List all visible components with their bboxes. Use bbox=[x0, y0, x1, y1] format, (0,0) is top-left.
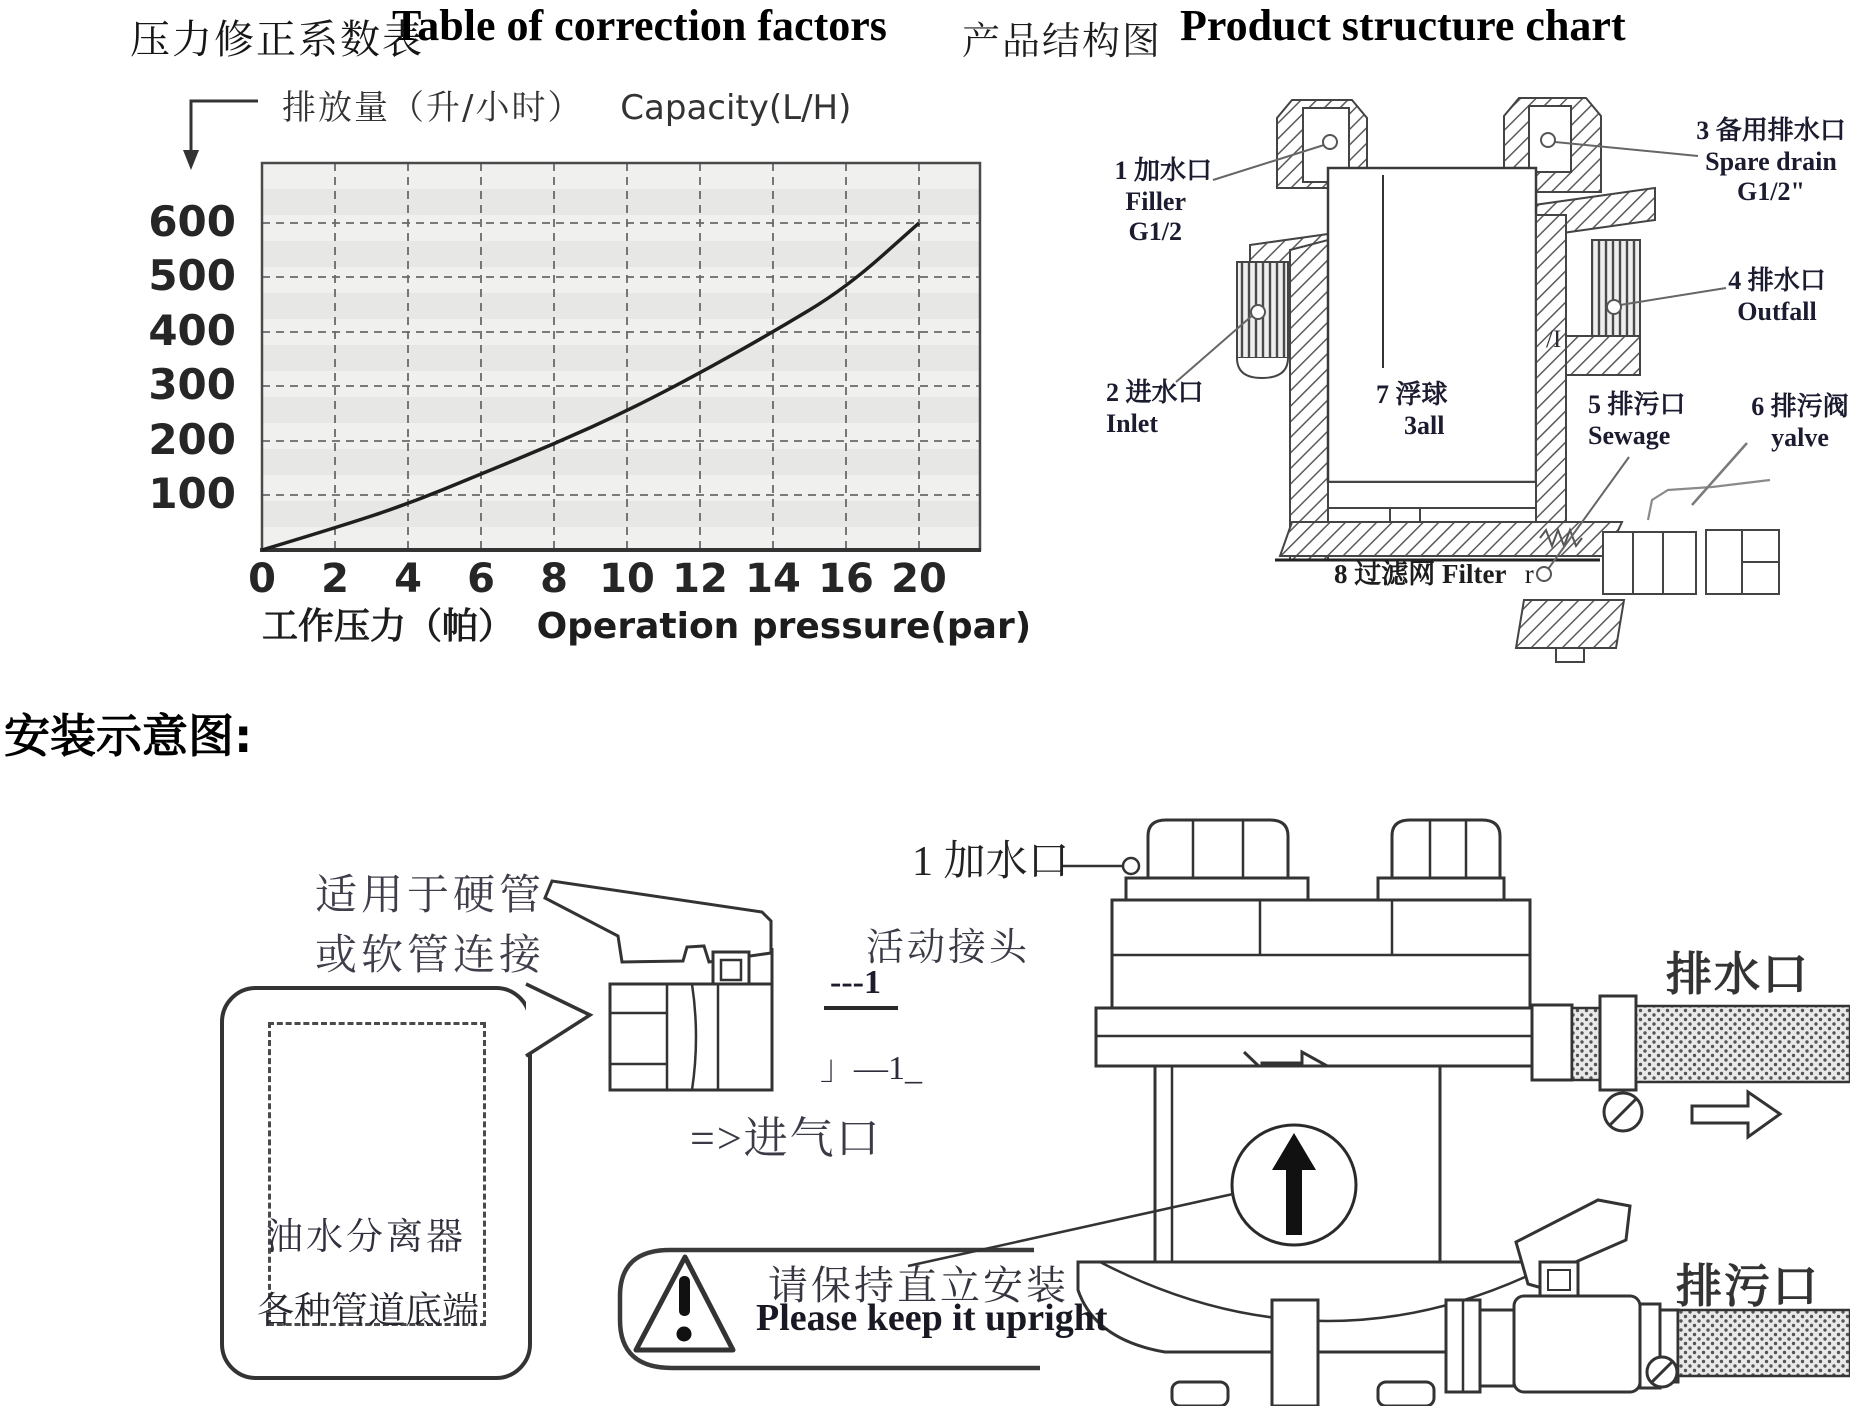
x-tick-6: 6 bbox=[467, 556, 495, 602]
x-tick-14: 14 bbox=[745, 556, 801, 602]
y-tick-400: 400 bbox=[148, 306, 236, 355]
separator-text: 油水分离器 bbox=[266, 1217, 466, 1258]
part-label-5: 5 排污口 Sewage bbox=[1588, 390, 1686, 450]
stray-mark: /I bbox=[1546, 326, 1562, 353]
upright-label-zh: 请保持直立安装 bbox=[768, 1263, 1069, 1308]
leader-dot-filler bbox=[1323, 135, 1337, 149]
install-outfall-label: 排水口 bbox=[1666, 947, 1810, 1001]
pipe-bottom-text: 各种管道底端 bbox=[257, 1291, 479, 1332]
x-axis-title bbox=[262, 598, 1032, 649]
x-axis-title-zh: 工作压力（帕） bbox=[262, 606, 515, 647]
speech-bubble-tail bbox=[526, 984, 590, 1056]
y-tick-200: 200 bbox=[148, 415, 236, 464]
mark1: ---1 bbox=[830, 964, 881, 1001]
x-tick-0: 0 bbox=[248, 556, 276, 602]
mark2: 」—1_ bbox=[820, 1050, 922, 1087]
leader-dot-sewage bbox=[1537, 567, 1551, 581]
flow-arrow-right-icon bbox=[1692, 1092, 1780, 1137]
y-tick-300: 300 bbox=[148, 360, 236, 409]
install-heading: 安装示意图: bbox=[4, 709, 253, 763]
upright-label-en: Please keep it upright bbox=[756, 1297, 1108, 1339]
install-filler-label: 1 加水口 bbox=[912, 839, 1070, 885]
part-label-8-stray: r bbox=[1524, 559, 1534, 589]
install-sewage-label: 排污口 bbox=[1676, 1259, 1820, 1313]
part-label-2: 2 进水口 Inlet bbox=[1106, 378, 1204, 438]
part-label-1: 1 加水口 Filler G1/2 bbox=[1114, 156, 1212, 247]
leader-dot-spare-drain bbox=[1541, 133, 1555, 147]
part-label-7: 7 浮球 3all bbox=[1376, 380, 1448, 440]
joint-label: 活动接头 bbox=[866, 927, 1031, 969]
structure-title-en: Product structure chart bbox=[1180, 1, 1626, 50]
ball-valve-drawing bbox=[545, 881, 772, 1090]
down-arrowhead-icon bbox=[183, 150, 199, 170]
y-tick-100: 100 bbox=[148, 469, 236, 518]
mark1-underline bbox=[824, 1006, 898, 1010]
pipe-note-line2: 或软管连接 bbox=[314, 933, 545, 979]
x-tick-12: 12 bbox=[672, 556, 728, 602]
y-tick-600: 600 bbox=[148, 197, 236, 246]
capacity-label-zh: 排放量（升/小时） bbox=[282, 88, 584, 128]
y-tick-500: 500 bbox=[148, 251, 236, 300]
x-tick-10: 10 bbox=[599, 556, 655, 602]
pipe-note-line1: 适用于硬管 bbox=[314, 873, 545, 919]
x-tick-2: 2 bbox=[321, 556, 349, 602]
part-label-4: 4 排水口 Outfall bbox=[1728, 266, 1826, 326]
correction-chart-drawing bbox=[183, 101, 981, 550]
x-tick-16: 16 bbox=[818, 556, 874, 602]
capacity-label-en: Capacity(L/H) bbox=[620, 88, 852, 128]
part-label-8: 8 过滤网 Filter r bbox=[1334, 559, 1534, 589]
leader-dot-outfall bbox=[1607, 300, 1621, 314]
leader-dot-install-filler bbox=[1123, 858, 1139, 874]
leader-dot-inlet bbox=[1251, 305, 1265, 319]
chart-title-en: Table of correction factors bbox=[392, 1, 887, 50]
part-label-3: 3 备用排水口 Spare drain G1/2" bbox=[1696, 116, 1846, 207]
x-tick-4: 4 bbox=[394, 556, 422, 602]
chart-title-zh: 压力修正系数表 bbox=[130, 17, 424, 62]
structure-title-zh: 产品结构图 bbox=[962, 21, 1163, 63]
x-tick-20: 20 bbox=[891, 556, 947, 602]
air-inlet-label: =>进气口 bbox=[690, 1114, 882, 1163]
part-label-6: 6 排污阀 yalve bbox=[1751, 392, 1849, 452]
x-axis-title-en: Operation pressure(par) bbox=[536, 606, 1032, 647]
x-tick-8: 8 bbox=[540, 556, 568, 602]
capacity-axis-label bbox=[282, 80, 851, 129]
